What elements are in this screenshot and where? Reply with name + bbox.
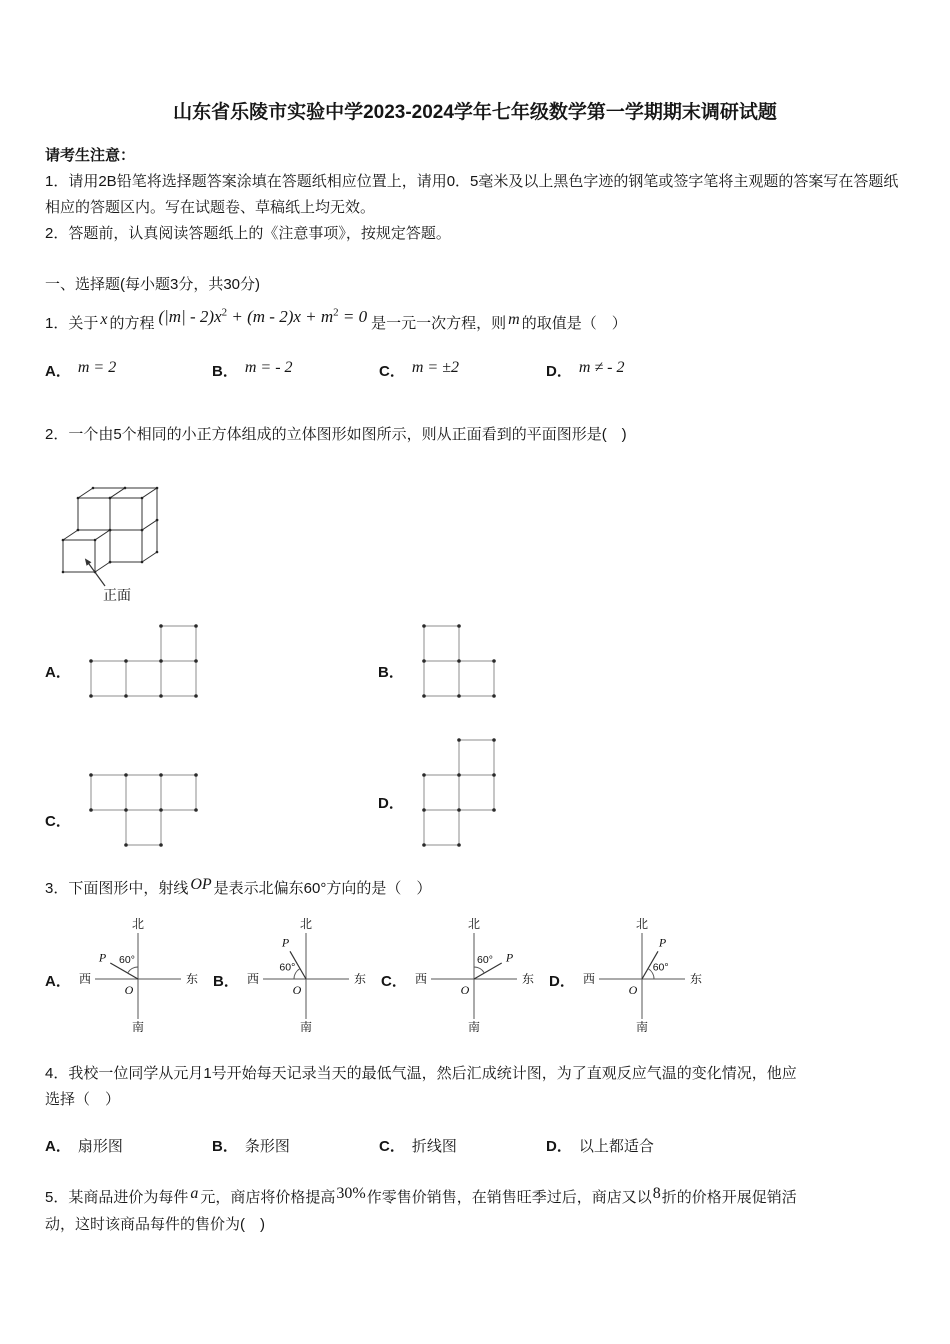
svg-text:东: 东	[689, 972, 702, 987]
q2-option-b-figure	[420, 622, 498, 700]
question-5-text-line1	[45, 1184, 905, 1212]
q2-option-d	[378, 736, 498, 849]
q3-seg2: 是表示北偏东60°方向的是（ ）	[213, 880, 432, 898]
svg-text:南: 南	[467, 1020, 480, 1034]
svg-text:O: O	[124, 983, 134, 998]
svg-text:P: P	[98, 950, 107, 965]
q3-option-c-compass-figure	[409, 913, 539, 1033]
q3-seg1: 3．下面图形中，射线	[45, 880, 189, 898]
q2-option-a	[45, 622, 378, 700]
question-1-options	[45, 358, 905, 386]
q4-option-a	[45, 1134, 212, 1160]
q3-option-d	[549, 913, 707, 1033]
q1-option-c-value: m = ±2	[411, 358, 459, 376]
q1-option-a	[45, 358, 212, 386]
q3-option-a	[45, 913, 213, 1033]
q4-option-b-value: 条形图	[244, 1137, 290, 1155]
q2-option-b-label: B．	[378, 663, 404, 681]
question-2-options-row-2	[45, 736, 905, 849]
q1-var-x: x	[100, 310, 108, 328]
question-5-text-line2: 动，这时该商品每件的售价为( )	[45, 1215, 265, 1233]
q5-seg4: 折的价格开展促销活	[661, 1188, 797, 1206]
q5-var-a: a	[190, 1184, 199, 1202]
q1-option-b	[212, 358, 379, 386]
q1-option-c-label: C．	[379, 362, 405, 380]
svg-text:南: 南	[299, 1020, 312, 1034]
svg-text:北: 北	[467, 917, 480, 932]
q4-option-a-value: 扇形图	[77, 1137, 123, 1155]
q3-option-d-compass-figure	[577, 913, 707, 1033]
q1-f2: + (m - 2)x + m	[227, 306, 334, 326]
q2-option-a-label: A．	[45, 663, 71, 681]
question-3-options	[45, 913, 905, 1033]
q1-f2-sup: 2	[333, 306, 339, 319]
svg-text:东: 东	[185, 972, 198, 987]
svg-text:南: 南	[635, 1020, 648, 1034]
q3-option-a-label: A．	[45, 972, 71, 990]
q3-option-b-label: B．	[213, 972, 239, 990]
q3-option-b	[213, 913, 381, 1033]
svg-text:东: 东	[521, 972, 534, 987]
q1-f1-sup: 2	[221, 306, 228, 319]
q1-equation	[154, 307, 371, 326]
q1-option-b-label: B．	[212, 362, 238, 380]
q1-seg3: 是一元一次方程，则	[371, 314, 507, 332]
svg-text:西: 西	[246, 972, 259, 987]
q5-seg3: 作零售价销售，在销售旺季过后，商店又以	[366, 1188, 652, 1206]
q3-option-c	[381, 913, 549, 1033]
svg-text:P: P	[658, 935, 667, 950]
notice-item-2: 2．答题前，认真阅读答题纸上的《注意事项》，按规定答题。	[45, 225, 451, 243]
q4-option-b-label: B．	[212, 1137, 238, 1155]
svg-text:正面: 正面	[103, 587, 131, 604]
svg-text:O: O	[628, 983, 638, 998]
question-4-options	[45, 1134, 905, 1160]
cubes-isometric-figure	[45, 456, 217, 606]
question-2-solid-figure	[45, 456, 905, 606]
notice-heading: 请考生注意：	[45, 146, 136, 164]
q3-option-a-compass-figure	[73, 913, 203, 1033]
q2-option-a-figure	[87, 622, 200, 700]
notice-block	[45, 143, 905, 248]
q2-option-d-figure	[420, 736, 498, 849]
svg-text:南: 南	[131, 1020, 144, 1034]
svg-text:西: 西	[414, 972, 427, 987]
q4-option-b	[212, 1134, 379, 1160]
svg-text:P: P	[505, 950, 514, 965]
q4-option-a-label: A．	[45, 1137, 71, 1155]
svg-text:东: 东	[353, 972, 366, 987]
svg-text:60°: 60°	[476, 954, 493, 967]
q2-option-c-figure	[87, 771, 200, 849]
notice-item-1: 1．请用2B铅笔将选择题答案涂填在答题纸相应位置上，请用0．5毫米及以上黑色字迹的钢笔或签字笔将主观题的答案写在答题纸相应的答题区内。写在试题卷、草稿纸上均无效。	[45, 172, 899, 217]
svg-text:60°: 60°	[118, 954, 135, 967]
q1-seg2: 的方程	[109, 314, 155, 332]
q4-option-c	[379, 1134, 546, 1160]
q1-option-a-value: m = 2	[77, 358, 117, 376]
q4-option-d-label: D．	[546, 1137, 572, 1155]
q1-option-d-value: m ≠ - 2	[578, 358, 625, 376]
question-3-text	[45, 875, 905, 903]
q1-seg1: 1．关于	[45, 314, 99, 332]
question-2-options-row-1	[45, 622, 905, 700]
q2-option-c	[45, 771, 378, 849]
svg-text:北: 北	[635, 917, 648, 932]
q1-f3: = 0	[338, 306, 368, 326]
svg-text:P: P	[281, 935, 290, 950]
q4-option-c-value: 折线图	[411, 1137, 457, 1155]
q3-option-d-label: D．	[549, 972, 575, 990]
question-2-text: 2．一个由5个相同的小正方体组成的立体图形如图所示，则从正面看到的平面图形是( )	[45, 425, 627, 443]
q3-option-c-label: C．	[381, 972, 407, 990]
q3-option-b-compass-figure	[241, 913, 371, 1033]
svg-text:西: 西	[582, 972, 595, 987]
svg-text:60°: 60°	[652, 961, 669, 974]
svg-text:O: O	[460, 983, 470, 998]
svg-text:西: 西	[78, 972, 91, 987]
q4-option-d	[546, 1134, 654, 1160]
q1-option-c	[379, 358, 546, 386]
q2-option-c-label: C．	[45, 812, 71, 830]
svg-text:北: 北	[299, 917, 312, 932]
q3-ray-op: OP	[190, 876, 212, 894]
q5-seg2: 元，商店将价格提高	[200, 1188, 336, 1206]
svg-text:O: O	[292, 983, 302, 998]
svg-text:北: 北	[131, 917, 144, 932]
q1-option-d	[546, 358, 625, 386]
q1-option-b-value: m = - 2	[244, 358, 293, 376]
q5-num-8: 8	[652, 1184, 661, 1202]
q1-f1: (|m| - 2)x	[158, 306, 222, 326]
question-4-text-line2: 选择（ ）	[45, 1091, 121, 1109]
q1-var-m: m	[508, 310, 520, 328]
q5-percent: 30%	[336, 1184, 366, 1202]
q1-option-d-label: D．	[546, 362, 572, 380]
q1-option-a-label: A．	[45, 362, 71, 380]
svg-text:60°: 60°	[279, 961, 296, 974]
section-heading: 一、选择题(每小题3分，共30分)	[45, 275, 261, 293]
question-1-text	[45, 308, 905, 338]
question-4-text-line1: 4．我校一位同学从元月1号开始每天记录当天的最低气温，然后汇成统计图，为了直观反应气温的变化情况，他应	[45, 1065, 797, 1083]
q4-option-c-label: C．	[379, 1137, 405, 1155]
q1-seg4: 的取值是（ ）	[521, 314, 627, 332]
page-title: 山东省乐陵市实验中学2023-2024学年七年级数学第一学期期末调研试题	[173, 102, 777, 123]
q4-option-d-value: 以上都适合	[578, 1137, 654, 1155]
q2-option-d-label: D．	[378, 794, 404, 812]
q2-option-b	[378, 622, 498, 700]
q5-seg1: 5．某商品进价为每件	[45, 1188, 189, 1206]
